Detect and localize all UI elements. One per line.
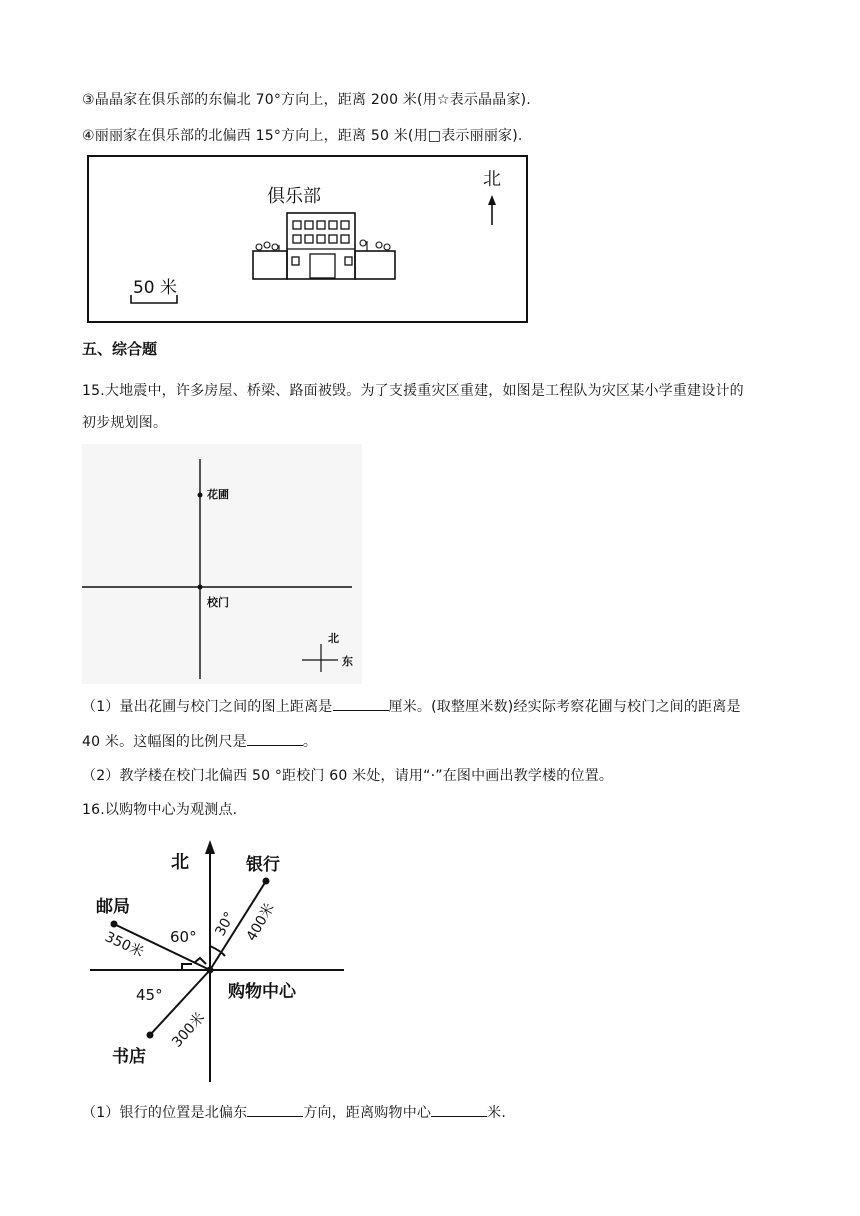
item-4-text: ④丽丽家在俱乐部的北偏西 15°方向上，距离 50 米(用□表示丽丽家).	[82, 128, 523, 144]
q15-sub1-line2	[82, 731, 317, 751]
q16-angle45-label: 45°	[136, 986, 163, 1004]
club-scale-label: 50 米	[132, 278, 178, 298]
q16-intro: 16.以购物中心为观测点.	[82, 802, 238, 818]
q15-blank-distance[interactable]	[333, 698, 389, 711]
q16-direction-drawing	[82, 830, 352, 1085]
club-left-wing	[253, 251, 287, 279]
q16-bank-label: 银行	[246, 855, 280, 875]
q15-plan-drawing	[82, 444, 362, 684]
q15-gate-point	[198, 585, 203, 590]
q16-blank-distance[interactable]	[431, 1104, 487, 1117]
q16-dist-400-label: 400米	[243, 900, 278, 944]
club-right-wing	[355, 251, 395, 279]
q16-angle30-label: 30°	[212, 909, 239, 939]
q15-sub1-part-c: 40 米。这幅图的比例尺是	[82, 734, 247, 750]
q15-gate-label: 校门	[207, 596, 229, 609]
q16-center-point	[207, 967, 214, 974]
club-map-drawing	[89, 157, 526, 321]
q15-compass-east: 东	[342, 655, 353, 668]
q15-intro-line2: 初步规划图。	[82, 415, 168, 431]
q15-garden-point	[198, 493, 203, 498]
q16-dist-350-label: 350米	[102, 929, 146, 961]
q16-sub1-part-c: 米.	[487, 1105, 506, 1121]
q15-sub1-line1	[82, 696, 741, 716]
q15-blank-scale[interactable]	[247, 733, 303, 746]
q16-sub1-part-b: 方向，距离购物中心	[303, 1105, 432, 1121]
club-map-figure	[87, 155, 528, 323]
q16-north-label: 北	[171, 852, 189, 873]
q16-sub1-part-a: （1）银行的位置是北偏东	[82, 1105, 248, 1121]
q15-sub1-part-d: 。	[302, 734, 318, 750]
q16-direction-figure	[82, 830, 352, 1085]
club-label: 俱乐部	[267, 186, 321, 207]
q16-sub1	[82, 1102, 506, 1122]
q15-intro-line1: 15.大地震中，许多房屋、桥梁、路面被毁。为了支援重灾区重建，如图是工程队为灾区某小学重建设计的	[82, 383, 744, 399]
q15-plan-figure	[82, 444, 362, 684]
section-heading: 五、综合题	[82, 340, 158, 358]
q16-post-label: 邮局	[96, 897, 130, 917]
item-3-text: ③晶晶家在俱乐部的东偏北 70°方向上，距离 200 米(用☆表示晶晶家).	[82, 92, 531, 108]
q16-post-point	[111, 921, 118, 928]
q16-center-label: 购物中心	[228, 982, 296, 1002]
q16-dist-300-label: 300米	[169, 1009, 209, 1051]
q15-garden-label: 花圃	[207, 488, 229, 501]
q16-north-arrow	[205, 840, 215, 854]
club-building	[287, 213, 355, 279]
q15-sub1-part-b: 厘米。(取整厘米数)经实际考察花圃与校门之间的距离是	[388, 699, 741, 715]
q16-angle60-label: 60°	[170, 928, 197, 946]
q16-book-label: 书店	[112, 1047, 146, 1067]
q15-sub2: （2）教学楼在校门北偏西 50 °距校门 60 米处，请用“·”在图中画出教学楼的位置。	[82, 768, 614, 784]
q16-blank-direction[interactable]	[247, 1104, 303, 1117]
club-north-label: 北	[483, 169, 501, 190]
q16-bank-point	[263, 878, 270, 885]
q15-compass-north: 北	[328, 632, 339, 645]
q15-sub1-part-a: （1）量出花圃与校门之间的图上距离是	[82, 699, 333, 715]
q16-book-point	[147, 1032, 154, 1039]
